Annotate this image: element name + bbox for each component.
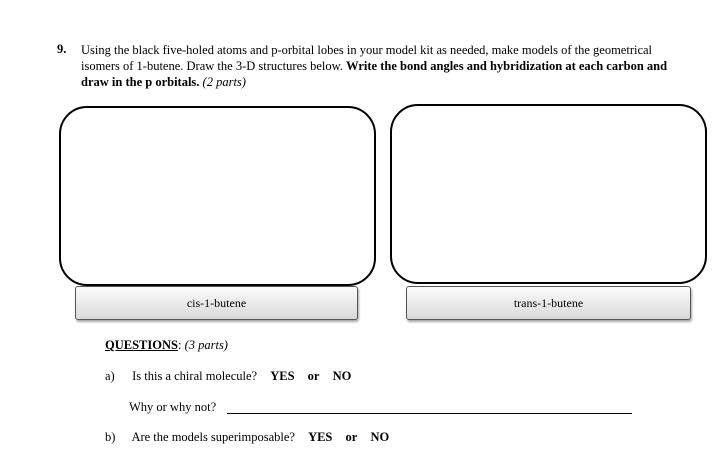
cis-label-bar (75, 286, 358, 320)
question-bold-instructions: Write the bond angles and hybridization at each carbon and draw in the p orbitals. (81, 59, 668, 89)
question-b-text: Are the models superimposable? (131, 430, 295, 444)
trans-label: trans-1-butene (513, 295, 584, 310)
question-number: 9. (57, 42, 67, 56)
question-b-or: or (345, 430, 358, 444)
cis-label: cis-1-butene (186, 295, 247, 310)
question-a-text: Is this a chiral molecule? (132, 369, 258, 383)
trans-label-bar (406, 286, 691, 320)
question-a (105, 369, 351, 384)
question-b-no[interactable]: NO (370, 430, 390, 444)
cis-drawing-box[interactable] (59, 106, 376, 286)
why-prompt: Why or why not? (129, 400, 217, 414)
question-b-letter: b) (105, 430, 116, 444)
question-instructions: Using the black five-holed atoms and p-orbital lobes in your model kit as needed, make models of the geometrical isomers of 1-butene. Draw the 3-D structures below. (81, 43, 653, 73)
question-a-no[interactable]: NO (332, 369, 352, 383)
question-a-letter: a) (105, 369, 115, 383)
question-a-or: or (307, 369, 320, 383)
why-answer-line[interactable] (227, 413, 632, 414)
question-a-yes[interactable]: YES (270, 369, 295, 383)
question-text (81, 42, 686, 90)
question-b (105, 430, 389, 445)
trans-drawing-box[interactable] (390, 104, 707, 284)
questions-colon: : (177, 338, 182, 352)
questions-title: QUESTIONS (105, 338, 178, 352)
question-b-yes[interactable]: YES (308, 430, 333, 444)
questions-parts-note: (3 parts) (184, 338, 228, 352)
question-parts-note: (2 parts) (202, 75, 246, 89)
questions-heading (105, 338, 228, 353)
